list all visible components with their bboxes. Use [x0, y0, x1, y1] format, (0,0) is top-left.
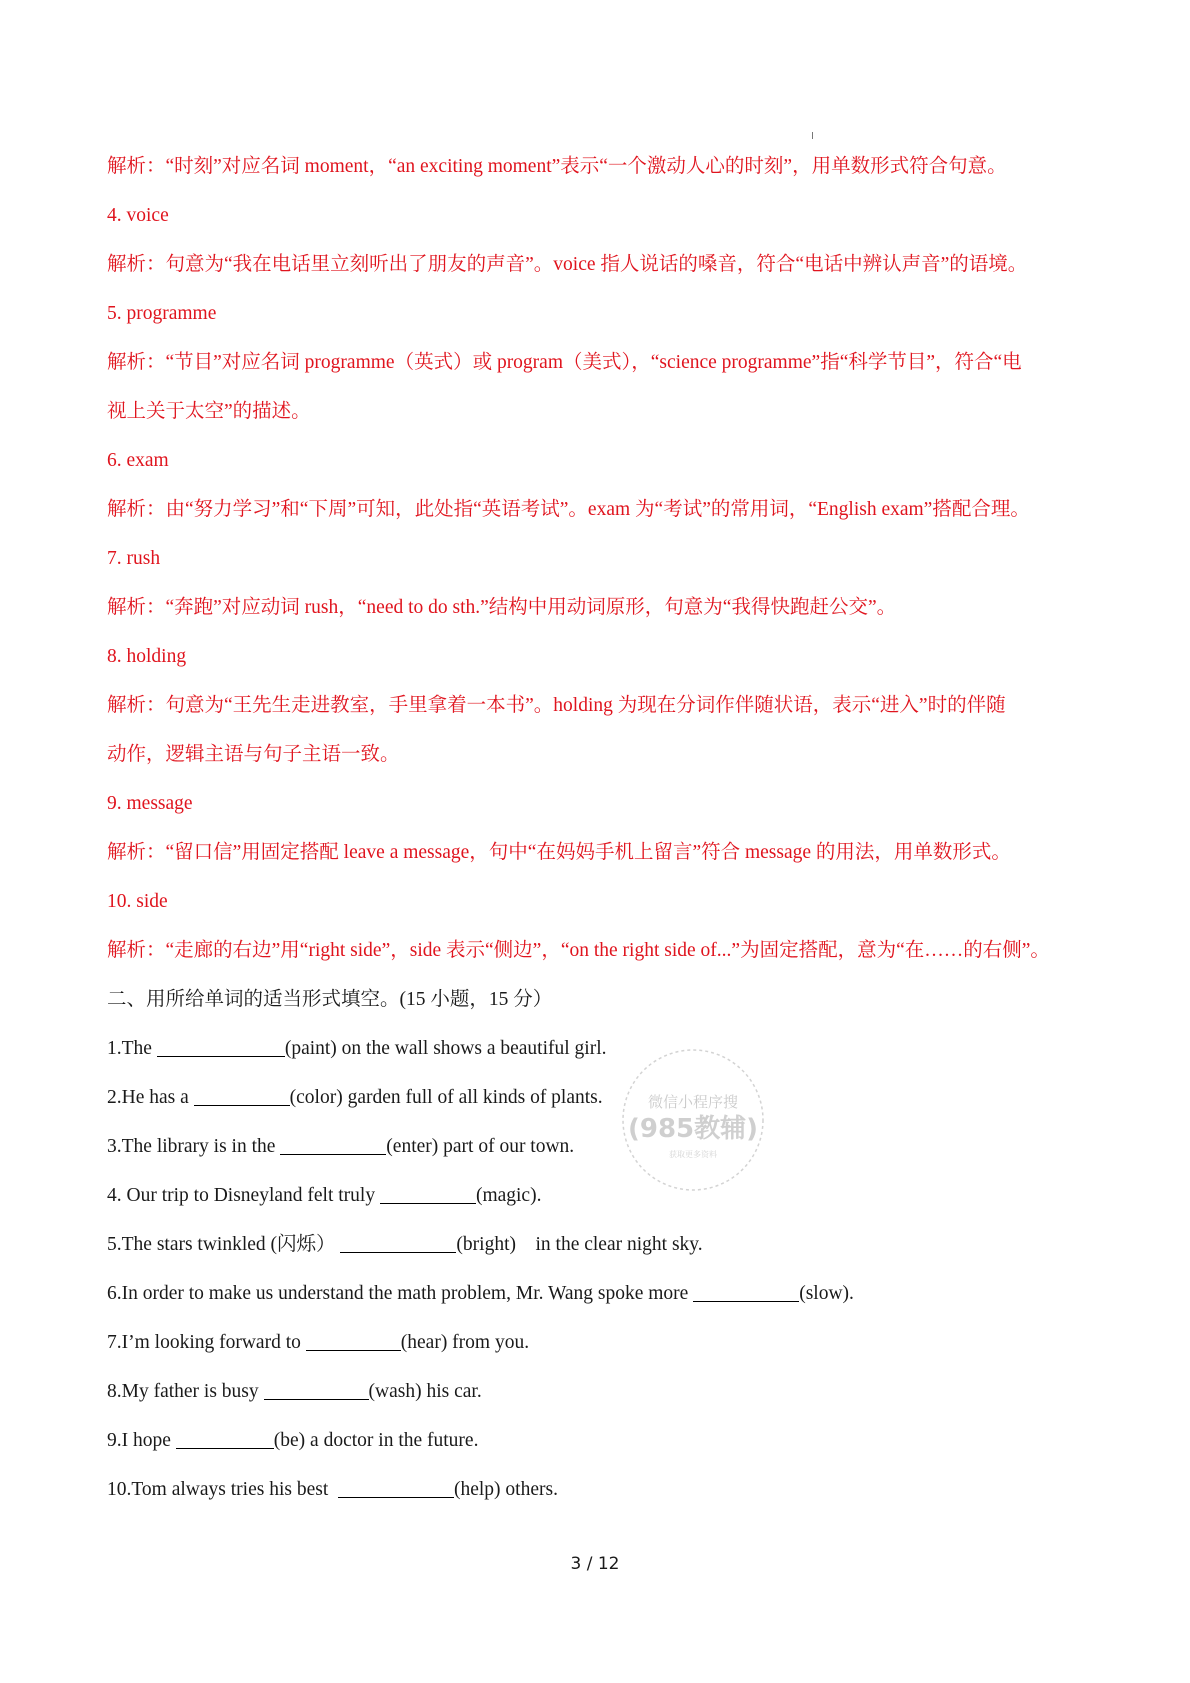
question-3: 3.The library is in the (enter) part of our town. — [107, 1136, 575, 1157]
answer-blank[interactable] — [380, 1183, 476, 1204]
answer-6: 6. exam — [107, 450, 169, 471]
analysis-5-line-1: 解析：“节目”对应名词 programme（英式）或 program（美式），“science programme”指“科学节目”，符合“电 — [107, 352, 1022, 373]
answer-blank[interactable] — [693, 1281, 799, 1302]
answer-blank[interactable] — [280, 1134, 386, 1155]
question-1: 1.The (paint) on the wall shows a beautiful girl. — [107, 1038, 607, 1059]
answer-blank[interactable] — [338, 1477, 454, 1498]
question-4: 4. Our trip to Disneyland felt truly (magic). — [107, 1185, 542, 1206]
answer-4: 4. voice — [107, 205, 169, 226]
analysis-9: 解析：“留口信”用固定搭配 leave a message，句中“在妈妈手机上留言”符合 message 的用法，用单数形式。 — [107, 842, 1011, 863]
analysis-5-line-2: 视上关于太空”的描述。 — [107, 401, 311, 422]
watermark-stamp-icon — [618, 1045, 768, 1195]
section-heading: 二、用所给单词的适当形式填空。(15 小题，15 分） — [107, 989, 553, 1010]
answer-blank[interactable] — [157, 1036, 285, 1057]
question-10: 10.Tom always tries his best (help) others. — [107, 1479, 558, 1500]
margin-tick-mark — [812, 132, 813, 139]
answer-9: 9. message — [107, 793, 193, 814]
answer-blank[interactable] — [264, 1379, 369, 1400]
analysis-3: 解析：“时刻”对应名词 moment，“an exciting moment”表示“一个激动人心的时刻”，用单数形式符合句意。 — [107, 156, 1007, 177]
answer-10: 10. side — [107, 891, 168, 912]
answer-5: 5. programme — [107, 303, 217, 324]
answer-blank[interactable] — [194, 1085, 290, 1106]
question-5: 5.The stars twinkled (闪烁） (bright) in the clear night sky. — [107, 1234, 703, 1255]
question-2: 2.He has a (color) garden full of all kinds of plants. — [107, 1087, 603, 1108]
watermark-line-2: (985教辅) — [627, 1114, 759, 1144]
analysis-6: 解析：由“努力学习”和“下周”可知，此处指“英语考试”。exam 为“考试”的常用词，“English exam”搭配合理。 — [107, 499, 1030, 520]
analysis-4: 解析：句意为“我在电话里立刻听出了朋友的声音”。voice 指人说话的嗓音，符合“电话中辨认声音”的语境。 — [107, 254, 1028, 275]
question-8: 8.My father is busy (wash) his car. — [107, 1381, 482, 1402]
answer-blank[interactable] — [340, 1232, 456, 1253]
answer-7: 7. rush — [107, 548, 161, 569]
page-number: 3 / 12 — [570, 1554, 620, 1574]
analysis-7: 解析：“奔跑”对应动词 rush，“need to do sth.”结构中用动词原形，句意为“我得快跑赶公交”。 — [107, 597, 897, 618]
answer-blank[interactable] — [306, 1330, 401, 1351]
watermark-line-3: 获取更多资料 — [669, 1150, 717, 1159]
analysis-8-line-1: 解析：句意为“王先生走进教室，手里拿着一本书”。holding 为现在分词作伴随状语，表示“进入”时的伴随 — [107, 695, 1006, 716]
analysis-10: 解析：“走廊的右边”用“right side”，side 表示“侧边”，“on the right side of...”为固定搭配，意为“在……的右侧”。 — [107, 940, 1050, 961]
answer-blank[interactable] — [176, 1428, 274, 1449]
analysis-8-line-2: 动作，逻辑主语与句子主语一致。 — [107, 744, 400, 765]
question-6: 6.In order to make us understand the math problem, Mr. Wang spoke more (slow). — [107, 1283, 854, 1304]
question-9: 9.I hope (be) a doctor in the future. — [107, 1430, 479, 1451]
watermark-line-1: 微信小程序搜 — [647, 1093, 739, 1111]
answer-8: 8. holding — [107, 646, 187, 667]
question-7: 7.I’m looking forward to (hear) from you. — [107, 1332, 530, 1353]
